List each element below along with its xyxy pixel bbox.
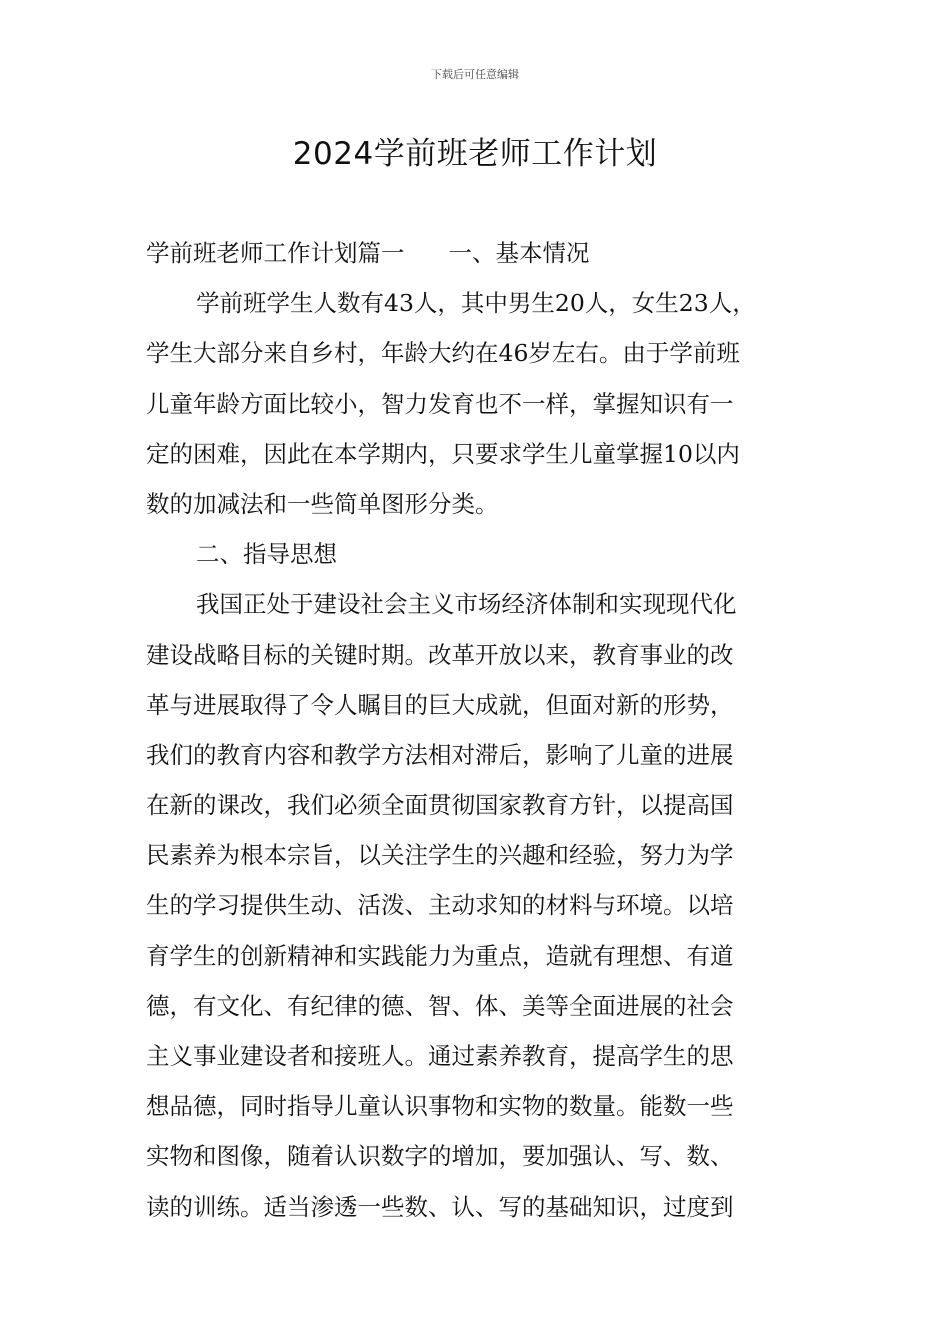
text-line: 定的困难，因此在本学期内，只要求学生儿童掌握10以内 bbox=[146, 439, 740, 468]
text-line: 儿童年龄方面比较小，智力发育也不一样，掌握知识有一 bbox=[146, 389, 734, 418]
document-title: 2024学前班老师工作计划 bbox=[292, 136, 658, 172]
text-line: 育学生的创新精神和实践能力为重点，造就有理想、有道 bbox=[146, 941, 734, 970]
text-line: 二、指导思想 bbox=[196, 540, 337, 569]
document-body bbox=[146, 228, 826, 1232]
text-line: 读的训练。适当渗透一些数、认、写的基础知识，过度到 bbox=[146, 1192, 734, 1221]
header-note: 下载后可任意编辑 bbox=[431, 68, 519, 81]
text-line: 主义事业建设者和接班人。通过素养教育，提高学生的思 bbox=[146, 1042, 734, 1070]
text-line: 我国正处于建设社会主义市场经济体制和实现现代化 bbox=[196, 590, 737, 619]
text-line: 想品德，同时指导儿童认识事物和实物的数量。能数一些 bbox=[146, 1092, 734, 1121]
text-line: 革与进展取得了令人瞩目的巨大成就，但面对新的形势， bbox=[146, 690, 734, 719]
paragraph-lines bbox=[146, 278, 826, 1232]
text-line: 学前班学生人数有43人，其中男生20人，女生23人， bbox=[196, 289, 756, 318]
text-line: 德，有文化、有纪律的德、智、体、美等全面进展的社会 bbox=[146, 991, 734, 1020]
text-line: 实物和图像，随着认识数字的增加，要加强认、写、数、 bbox=[146, 1142, 734, 1171]
text-line: 民素养为根本宗旨，以关注学生的兴趣和经验，努力为学 bbox=[146, 841, 734, 870]
text-line: 我们的教育内容和教学方法相对滞后，影响了儿童的进展 bbox=[146, 740, 734, 769]
text-line: 生的学习提供生动、活泼、主动求知的材料与环境。以培 bbox=[146, 891, 734, 920]
text-line: 建设战略目标的关键时期。改革开放以来，教育事业的改 bbox=[146, 640, 734, 669]
section-heading-plan: 学前班老师工作计划篇一 bbox=[146, 239, 405, 267]
text-line: 在新的课改，我们必须全面贯彻国家教育方针，以提高国 bbox=[146, 791, 734, 820]
text-line: 数的加减法和一些简单图形分类。 bbox=[146, 489, 499, 518]
section-heading-basic-info: 一、基本情况 bbox=[448, 239, 590, 267]
text-line: 学生大部分来自乡村，年龄大约在46岁左右。由于学前班 bbox=[146, 339, 740, 368]
first-line bbox=[146, 228, 826, 278]
